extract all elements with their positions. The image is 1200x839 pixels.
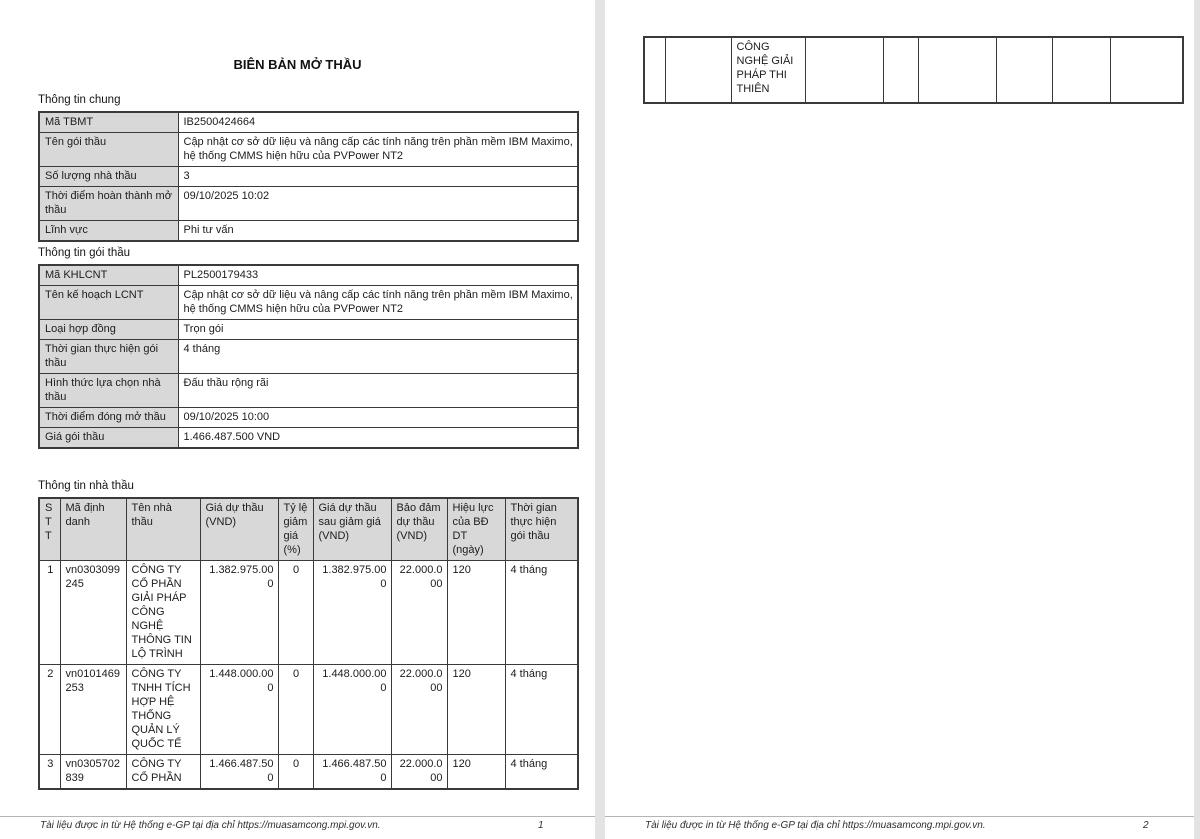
cell-ty-le-giam-gia: 0	[278, 755, 313, 790]
table-row	[39, 320, 578, 340]
table-row	[39, 133, 578, 167]
cell-ten-nha-thau: CÔNG TY CỔ PHẦN GIẢI PHÁP CÔNG NGHỆ THÔNG TIN LỘ TRÌNH	[126, 561, 200, 665]
row-value: 09/10/2025 10:00	[178, 408, 578, 428]
cell-thoi-gian-thuc-hien: 4 tháng	[505, 665, 578, 755]
row-value: Trọn gói	[178, 320, 578, 340]
table-row	[39, 408, 578, 428]
row-value: Đấu thầu rộng rãi	[178, 374, 578, 408]
general-info-table	[38, 111, 579, 242]
row-label: Thời điểm đóng mở thầu	[39, 408, 178, 428]
row-label: Số lượng nhà thầu	[39, 167, 178, 187]
page-number: 2	[1143, 820, 1149, 831]
footer-source-text: Tài liệu được in từ Hệ thống e-GP tại địa chỉ https://muasamcong.mpi.gov.vn.	[645, 820, 986, 831]
table-row	[39, 286, 578, 320]
cell-ten-nha-thau: CÔNG TY CỔ PHẦN	[126, 755, 200, 790]
row-label: Hình thức lựa chọn nhà thầu	[39, 374, 178, 408]
bidder-row	[39, 755, 578, 790]
cell-gia-sau-giam-gia: 1.448.000.000	[313, 665, 391, 755]
footer-rule	[605, 816, 1194, 817]
cell-hieu-luc-bddt: 120	[447, 755, 505, 790]
row-label: Mã TBMT	[39, 112, 178, 133]
bidder-header-row	[39, 498, 578, 561]
cell-gia-sau-giam-gia	[918, 37, 996, 103]
section-heading-package-info: Thông tin gói thầu	[38, 247, 131, 259]
row-label: Thời điểm hoàn thành mở thầu	[39, 187, 178, 221]
document-title: BIÊN BẢN MỞ THẦU	[233, 57, 362, 72]
cell-thoi-gian-thuc-hien	[1110, 37, 1183, 103]
table-row	[39, 221, 578, 242]
row-label: Tên gói thầu	[39, 133, 178, 167]
row-value: 1.466.487.500 VND	[178, 428, 578, 449]
row-value: IB2500424664	[178, 112, 578, 133]
cell-hieu-luc-bddt: 120	[447, 561, 505, 665]
viewport-edge-strip	[1194, 0, 1200, 839]
cell-thoi-gian-thuc-hien: 4 tháng	[505, 561, 578, 665]
row-label: Giá gói thầu	[39, 428, 178, 449]
cell-ma-dinh-danh	[665, 37, 731, 103]
cell-thoi-gian-thuc-hien: 4 tháng	[505, 755, 578, 790]
row-value: Cập nhật cơ sở dữ liệu và nâng cấp các tính năng trên phần mềm IBM Maximo, hệ thống CMMS hiện hữu của PVPower NT2	[178, 133, 578, 167]
cell-gia-du-thau	[805, 37, 883, 103]
cell-bao-dam-du-thau	[996, 37, 1052, 103]
col-header-bao-dam-du-thau: Bảo đảm dự thầu (VND)	[391, 498, 447, 561]
section-heading-general-info: Thông tin chung	[38, 94, 121, 106]
cell-bao-dam-du-thau: 22.000.000	[391, 561, 447, 665]
cell-stt	[644, 37, 665, 103]
package-info-table	[38, 264, 579, 449]
cell-gia-sau-giam-gia: 1.382.975.000	[313, 561, 391, 665]
cell-bao-dam-du-thau: 22.000.000	[391, 665, 447, 755]
cell-gia-du-thau: 1.448.000.000	[200, 665, 278, 755]
cell-ten-nha-thau: CÔNG TY TNHH TÍCH HỢP HỆ THỐNG QUẢN LÝ QUỐC TẾ	[126, 665, 200, 755]
cell-stt: 3	[39, 755, 60, 790]
cell-ma-dinh-danh: vn0305702839	[60, 755, 126, 790]
bidder-row-continuation	[644, 37, 1183, 103]
row-value: Phi tư vấn	[178, 221, 578, 242]
col-header-ty-le-giam-gia: Tỷ lệ giảm giá (%)	[278, 498, 313, 561]
table-row	[39, 374, 578, 408]
col-header-hieu-luc-bddt: Hiệu lực của BĐ DT (ngày)	[447, 498, 505, 561]
col-header-thoi-gian-thuc-hien: Thời gian thực hiện gói thầu	[505, 498, 578, 561]
cell-gia-du-thau: 1.382.975.000	[200, 561, 278, 665]
row-label: Lĩnh vực	[39, 221, 178, 242]
table-row	[39, 265, 578, 286]
cell-stt: 1	[39, 561, 60, 665]
bidder-info-table	[38, 497, 579, 790]
row-value: 09/10/2025 10:02	[178, 187, 578, 221]
section-heading-bidder-info: Thông tin nhà thầu	[38, 480, 134, 492]
footer-source-text: Tài liệu được in từ Hệ thống e-GP tại địa chỉ https://muasamcong.mpi.gov.vn.	[40, 820, 381, 831]
page-gap	[595, 0, 605, 839]
col-header-gia-du-thau: Giá dự thầu (VND)	[200, 498, 278, 561]
cell-gia-sau-giam-gia: 1.466.487.500	[313, 755, 391, 790]
cell-ten-nha-thau: CÔNG NGHỆ GIẢI PHÁP THI THIÊN	[731, 37, 805, 103]
cell-ma-dinh-danh: vn0101469253	[60, 665, 126, 755]
cell-bao-dam-du-thau: 22.000.000	[391, 755, 447, 790]
cell-ma-dinh-danh: vn0303099245	[60, 561, 126, 665]
table-row	[39, 428, 578, 449]
cell-ty-le-giam-gia	[883, 37, 918, 103]
row-label: Thời gian thực hiện gói thầu	[39, 340, 178, 374]
row-value: Cập nhật cơ sở dữ liệu và nâng cấp các tính năng trên phần mềm IBM Maximo, hệ thống CMMS hiện hữu của PVPower NT2	[178, 286, 578, 320]
cell-hieu-luc-bddt	[1052, 37, 1110, 103]
cell-gia-du-thau: 1.466.487.500	[200, 755, 278, 790]
page-1	[0, 0, 595, 839]
cell-stt: 2	[39, 665, 60, 755]
col-header-ma-dinh-danh: Mã định danh	[60, 498, 126, 561]
table-row	[39, 167, 578, 187]
cell-ty-le-giam-gia: 0	[278, 561, 313, 665]
table-row	[39, 112, 578, 133]
cell-hieu-luc-bddt: 120	[447, 665, 505, 755]
row-label: Loại hợp đồng	[39, 320, 178, 340]
row-label: Tên kế hoạch LCNT	[39, 286, 178, 320]
table-row	[39, 187, 578, 221]
page-2	[605, 0, 1194, 839]
table-row	[39, 340, 578, 374]
row-value: PL2500179433	[178, 265, 578, 286]
row-value: 3	[178, 167, 578, 187]
col-header-ten-nha-thau: Tên nhà thầu	[126, 498, 200, 561]
footer-rule	[0, 816, 595, 817]
row-value: 4 tháng	[178, 340, 578, 374]
col-header-stt: STT	[39, 498, 60, 561]
row-label: Mã KHLCNT	[39, 265, 178, 286]
page-number: 1	[538, 820, 544, 831]
bidder-row	[39, 665, 578, 755]
cell-ty-le-giam-gia: 0	[278, 665, 313, 755]
bidder-info-table-continuation	[643, 36, 1184, 104]
bidder-row	[39, 561, 578, 665]
col-header-gia-sau-giam-gia: Giá dự thầu sau giảm giá (VND)	[313, 498, 391, 561]
